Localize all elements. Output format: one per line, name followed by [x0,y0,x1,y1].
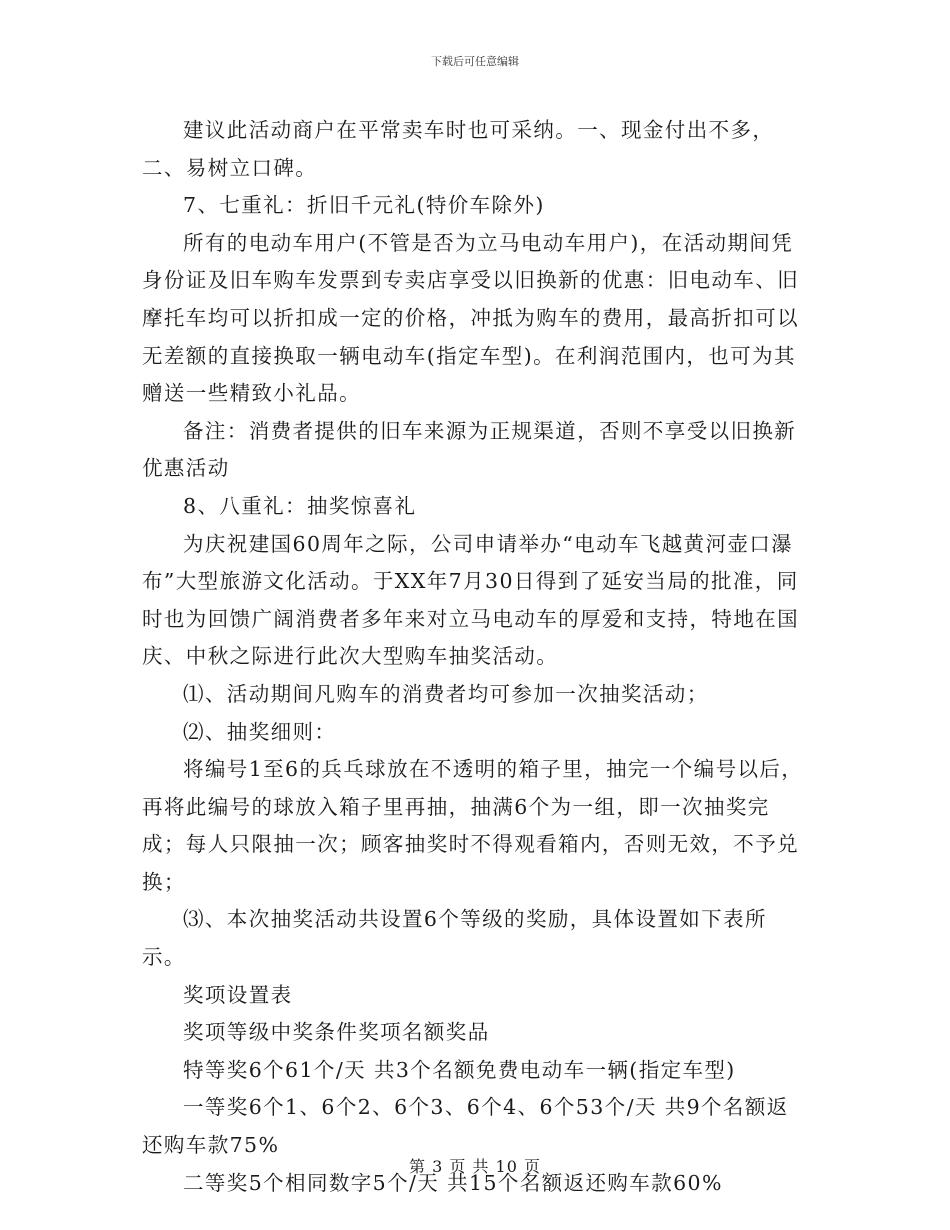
paragraph: 为庆祝建国60周年之际，公司申请举办“电动车飞越黄河壶口瀑布”大型旅游文化活动。于XX年7月30日得到了延安当局的批准，同时也为回馈广阔消费者多年来对立马电动车的厚爱和支持，特地在国庆、中秋之际进行此次大型购车抽奖活动。 [142,531,799,669]
page-header: 下载后可任意编辑 [431,55,519,68]
table-title: 奖项设置表 [183,982,293,1007]
paragraph: ⑴、活动期间凡购车的消费者均可参加一次抽奖活动； [183,681,709,706]
paragraph: 8、八重礼：抽奖惊喜礼 [183,493,417,518]
table-row: 特等奖6个61个/天 共3个名额免费电动车一辆(指定车型) [183,1057,736,1082]
paragraph: 将编号1至6的兵乓球放在不透明的箱子里，抽完一个编号以后，再将此编号的球放入箱子里再抽，抽满6个为一组，即一次抽奖完成；每人只限抽一次；顾客抽奖时不得观看箱内，否则无效，不予兑换； [142,757,804,894]
paragraph: 建议此活动商户在平常卖车时也可采纳。一、现金付出不多，二、易树立口碑。 [142,118,775,180]
paragraph: ⑵、抽奖细则： [183,719,337,744]
table-row: 二等奖5个相同数字5个/天 共15个名额返还购车款60% [183,1170,723,1195]
page-number: 第 3 页 共 10 页 [409,1157,541,1176]
paragraph: 备注：消费者提供的旧车来源为正规渠道，否则不享受以旧换新优惠活动 [142,418,797,481]
table-row: 一等奖6个1、6个2、6个3、6个4、6个53个/天 共9个名额返还购车款75% [142,1095,789,1158]
paragraph: ⑶、本次抽奖活动共设置6个等级的奖励，具体设置如下表所示。 [142,907,767,970]
paragraph: 7、七重礼：折旧千元礼(特价车除外) [183,193,545,218]
document-body [142,112,808,1202]
paragraph: 所有的电动车用户(不管是否为立马电动车用户)，在活动期间凭身份证及旧车购车发票到专卖店享受以旧换新的优惠：旧电动车、旧摩托车均可以折扣成一定的价格，冲抵为购车的费用，最高折扣可以无差额的直接换取一辆电动车(指定车型)。在利润范围内，也可为其赠送一些精致小礼品。 [142,230,799,406]
table-header-row: 奖项等级中奖条件奖项名额奖品 [183,1020,490,1045]
